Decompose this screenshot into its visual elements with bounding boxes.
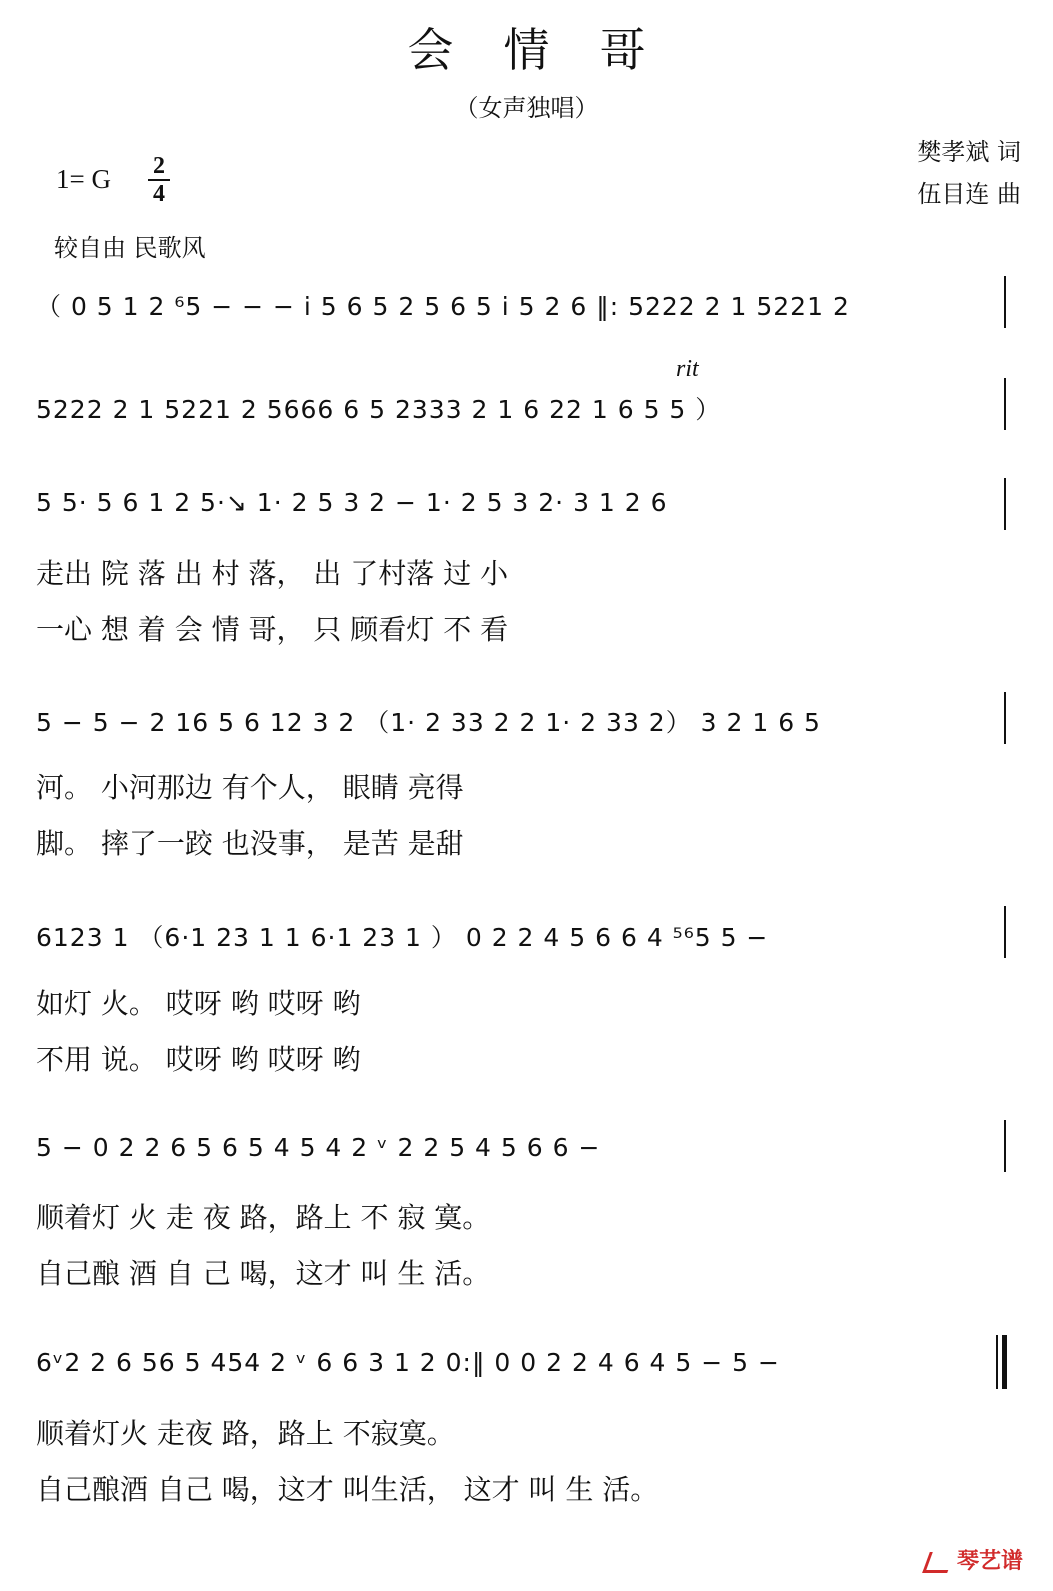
lyric-line: 自己酿酒 自己 喝，这才 叫生活， 这才 叫 生 活。 (36, 1473, 659, 1506)
notation-row: 6123 1 （6·1 23 1 1 6·1 23 1 ） 0 2 2 4 5 6 6 4 ⁵⁶5 5 − (36, 923, 769, 952)
lyric-line: 自己酿 酒 自 己 喝，这才 叫 生 活。 (36, 1257, 491, 1290)
bar-line (1004, 906, 1006, 958)
lyric-line: 走出 院 落 出 村 落， 出 了村落 过 小 (36, 557, 509, 590)
logo-icon (922, 1552, 955, 1573)
lyricist-credit: 樊孝斌 词 (917, 138, 1021, 166)
notation-row: 5222 2 1 5221 2 5666 6 5 2333 2 1 6 22 1 6 5 5 ） (36, 395, 722, 424)
lyric-line: 不用 说。 哎呀 哟 哎呀 哟 (36, 1043, 361, 1076)
bar-line (1004, 478, 1006, 530)
bar-line (1004, 378, 1006, 430)
bar-line (996, 1335, 998, 1389)
key-signature: 1= G (56, 164, 111, 194)
lyric-line: 一心 想 着 会 情 哥， 只 顾看灯 不 看 (36, 613, 509, 646)
bar-line (1004, 1120, 1006, 1172)
song-title: 会情哥 (407, 23, 696, 77)
meter-top: 2 (153, 153, 165, 179)
lyric-line: 脚。 摔了一跤 也没事， 是苦 是甜 (36, 827, 464, 860)
watermark-logo (926, 1544, 1023, 1575)
lyric-line: 河。 小河那边 有个人， 眼睛 亮得 (36, 771, 464, 804)
subtitle: （女声独唱） (454, 94, 599, 122)
notation-row: （ 0 5 1 2 ⁶5 − − − i 5 6 5 2 5 6 5 i 5 2 6 ‖: 5222 2 1 5221 2 (36, 292, 850, 321)
meter-bottom: 4 (153, 181, 165, 207)
final-bar-line (1002, 1335, 1007, 1389)
notation-row: 5 5· 5 6 1 2 5·↘ 1· 2 5 3 2 − 1· 2 5 3 2· 3 1 2 6 (36, 488, 668, 517)
notation-row: 5 − 5 − 2 16 5 6 12 3 2 （1· 2 33 2 2 1· 2 33 2） 3 2 1 6 5 (36, 708, 821, 737)
notation-row: 5 − 0 2 2 6 5 6 5 4 5 4 2 ᵛ 2 2 5 4 5 6 6 − (36, 1133, 601, 1162)
notation-row: 6ᵛ2 2 6 56 5 454 2 ᵛ 6 6 3 1 2 0:‖ 0 0 2 2 4 6 4 5 − 5 − (36, 1348, 780, 1377)
lyric-line: 顺着灯火 走夜 路，路上 不寂寞。 (36, 1417, 455, 1450)
watermark-text: 琴艺谱 (956, 1549, 1023, 1574)
lyric-line: 顺着灯 火 走 夜 路，路上 不 寂 寞。 (36, 1201, 491, 1234)
time-signature (148, 154, 170, 206)
composer-credit: 伍目连 曲 (917, 180, 1021, 208)
lyric-line: 如灯 火。 哎呀 哟 哎呀 哟 (36, 987, 361, 1020)
rit-marking: rit (676, 356, 699, 382)
bar-line (1004, 692, 1006, 744)
tempo-marking: 较自由 民歌风 (54, 234, 206, 262)
bar-line (1004, 276, 1006, 328)
